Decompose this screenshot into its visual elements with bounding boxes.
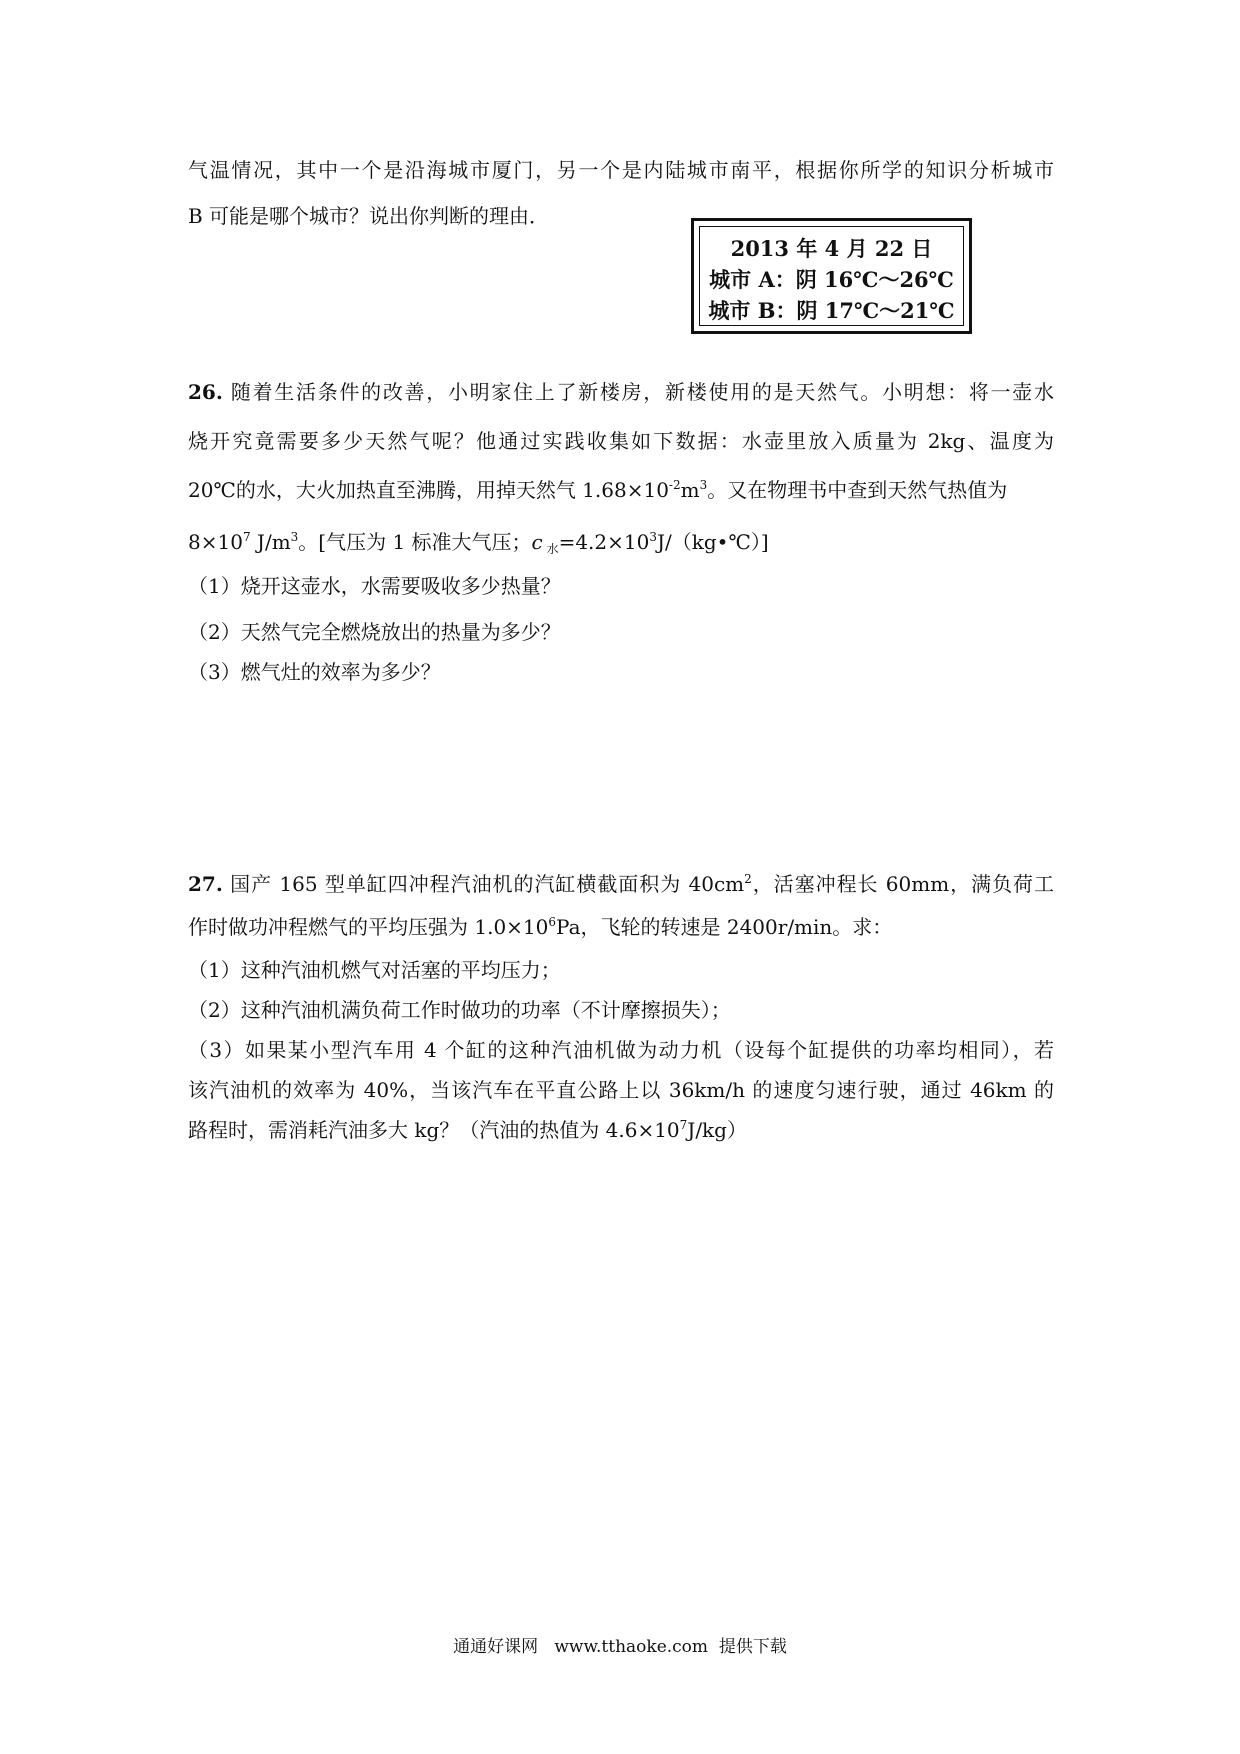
question-26-subquestions — [188, 566, 1054, 692]
weather-box-inner-border — [699, 226, 964, 326]
q26-line-3: 20℃的水，大火加热直至沸腾，用掉天然气 $1.68\times 10^{-2}m^3$。又在物理书中查到天然气热值为 — [188, 478, 1008, 502]
intro-line-2: B 可能是哪个城市？说出你判断的理由． — [188, 204, 550, 228]
q26-sub-1: （1）烧开这壶水，水需要吸收多少热量？ — [188, 574, 561, 598]
q27-sub-3-line-3: 路程时，需消耗汽油多大 kg？（汽油的热值为 $4.6\times 10^7J/kg$） — [188, 1118, 747, 1142]
q27-number: 27. — [188, 872, 223, 896]
weather-city-a: 城市 A：阴 16℃～26℃ — [709, 267, 954, 292]
q26-line-4: $8\times 10^7$ $J/m^3$。[气压为 1 标准大气压；c $_水=4.2\times 10^3J/(kg•℃)$] — [188, 530, 769, 556]
q26-sub-2: （2）天然气完全燃烧放出的热量为多少？ — [188, 620, 561, 644]
question-27 — [188, 864, 1054, 1153]
q27-sub-2: （2）这种汽油机满负荷工作时做功的功率（不计摩擦损失）； — [188, 998, 731, 1022]
q26-line-2: 烧开究竟需要多少天然气呢？他通过实践收集如下数据：水壶里放入质量为 2kg、温度为 — [188, 429, 1054, 453]
weather-box — [691, 218, 972, 334]
q27-sub-1: （1）这种汽油机燃气对活塞的平均压力； — [188, 958, 561, 982]
q26-line-1: 26. 随着生活条件的改善，小明家住上了新楼房，新楼使用的是天然气。小明想：将一壶水 — [188, 380, 1055, 404]
q27-sub-3-line-2: 该汽油机的效率为 40%，当该汽车在平直公路上以 36km/h 的速度匀速行驶，通过 46km 的 — [188, 1078, 1054, 1102]
q27-line-2: 作时做功冲程燃气的平均压强为 $1.0\times 10^6Pa$，飞轮的转速是 2400r/min。求： — [188, 915, 893, 939]
weather-date: 2013 年 4 月 22 日 — [730, 236, 933, 261]
question-26 — [188, 368, 1054, 570]
q26-number: 26. — [188, 380, 223, 404]
weather-city-b: 城市 B：阴 17℃～21℃ — [708, 298, 955, 323]
q27-line-1: 27. 国产 165 型单缸四冲程汽油机的汽缸横截面积为 $40cm^2$，活塞冲程长 60mm，满负荷工 — [188, 872, 1054, 896]
intro-line-1: 气温情况，其中一个是沿海城市厦门，另一个是内陆城市南平，根据你所学的知识分析城市 — [188, 158, 1054, 182]
q26-sub-3: （3）燃气灶的效率为多少？ — [188, 660, 441, 684]
page-footer: 通通好课网 www.tthaoke.com 提供下载 — [453, 1637, 787, 1657]
q27-sub-3-line-1: （3）如果某小型汽车用 4 个缸的这种汽油机做为动力机（设每个缸提供的功率均相同），若 — [188, 1038, 1054, 1062]
